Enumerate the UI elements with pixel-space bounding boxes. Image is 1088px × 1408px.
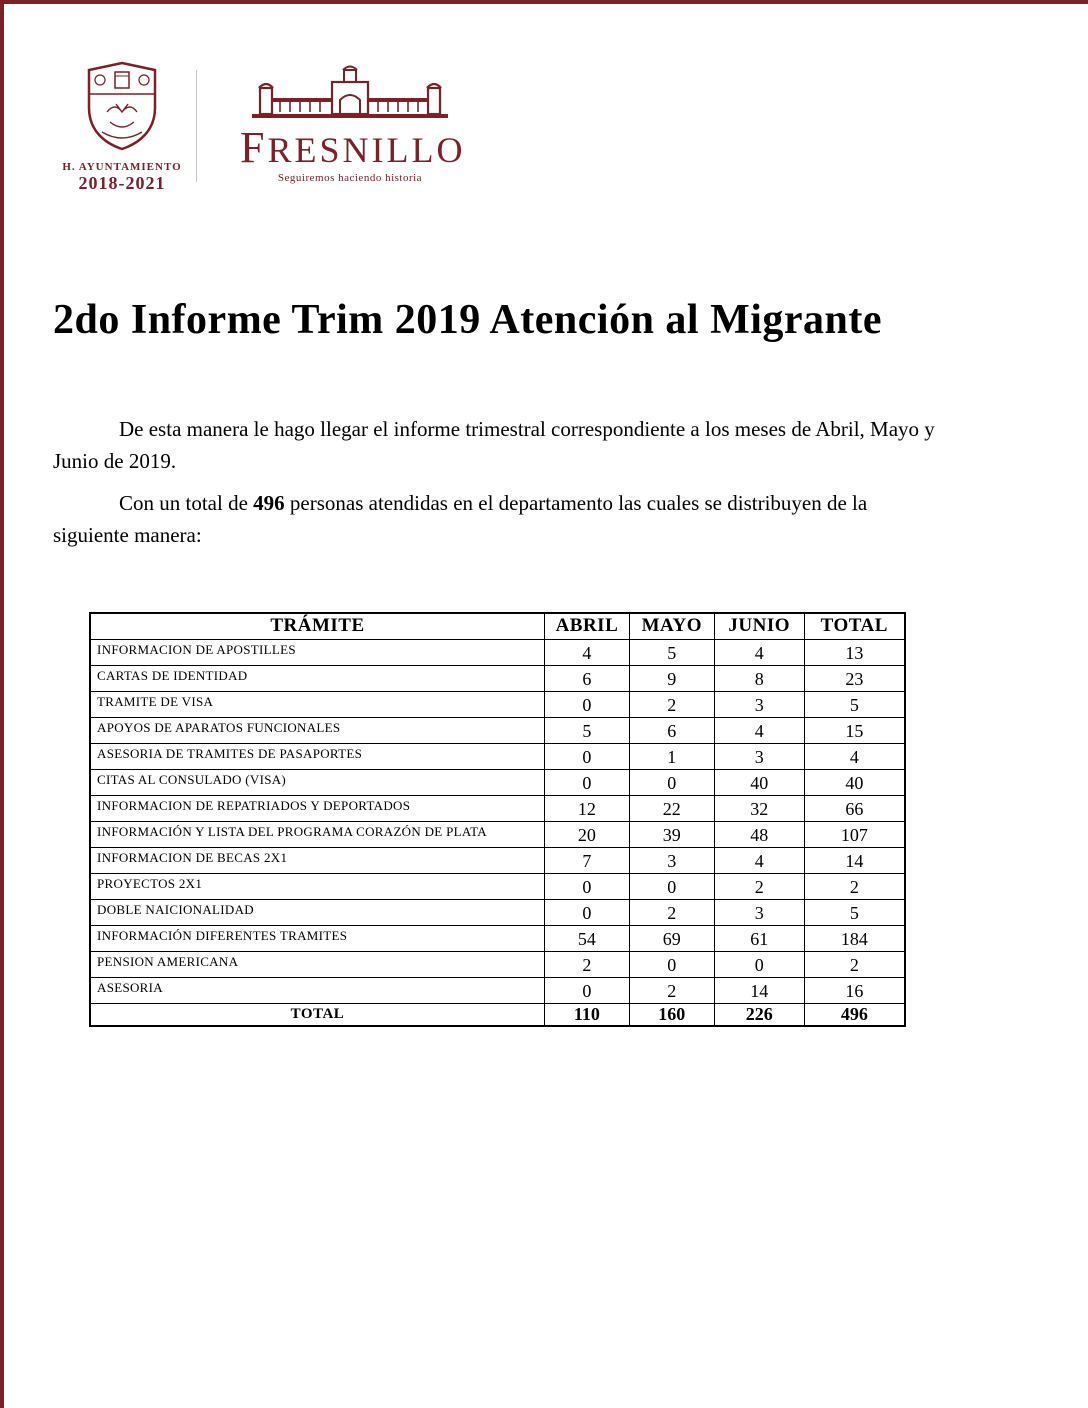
tramite-cell: INFORMACIÓN Y LISTA DEL PROGRAMA CORAZÓN DE PLATA	[90, 821, 544, 847]
table-row	[90, 821, 905, 847]
table-header	[90, 613, 905, 639]
table-row	[90, 977, 905, 1003]
mayo-cell: 0	[629, 873, 714, 899]
tramite-cell: PROYECTOS 2X1	[90, 873, 544, 899]
total-cell: 2	[804, 951, 905, 977]
abril-cell: 5	[544, 717, 629, 743]
mayo-cell: 2	[629, 899, 714, 925]
table-row	[90, 925, 905, 951]
summary-suffix: personas atendidas en el departamento las cuales se distribuyen de la siguiente manera:	[53, 491, 868, 547]
tramite-cell: APOYOS DE APARATOS FUNCIONALES	[90, 717, 544, 743]
junio-cell: 3	[714, 743, 804, 769]
table-row	[90, 665, 905, 691]
table-row	[90, 847, 905, 873]
total-cell: 23	[804, 665, 905, 691]
abril-cell: 0	[544, 691, 629, 717]
abril-cell: 0	[544, 873, 629, 899]
tramite-cell: INFORMACION DE REPATRIADOS Y DEPORTADOS	[90, 795, 544, 821]
summary-total-count: 496	[253, 491, 285, 515]
tramite-cell: INFORMACION DE APOSTILLES	[90, 639, 544, 665]
fresnillo-tagline: Seguiremos haciendo historia	[277, 172, 423, 185]
total-cell: 5	[804, 899, 905, 925]
total-abril: 110	[544, 1003, 629, 1026]
abril-cell: 2	[544, 951, 629, 977]
tramite-cell: TRAMITE DE VISA	[90, 691, 544, 717]
header-abril: ABRIL	[544, 613, 629, 639]
table-row	[90, 769, 905, 795]
total-cell: 2	[804, 873, 905, 899]
summary-prefix: Con un total de	[119, 491, 254, 515]
total-cell: 107	[804, 821, 905, 847]
logo-divider	[196, 70, 197, 182]
total-cell: 40	[804, 769, 905, 795]
mayo-cell: 6	[629, 717, 714, 743]
fresnillo-arch-icon	[250, 62, 450, 120]
mayo-cell: 2	[629, 977, 714, 1003]
abril-cell: 0	[544, 899, 629, 925]
table-row	[90, 873, 905, 899]
junio-cell: 32	[714, 795, 804, 821]
seal-caption: H. AYUNTAMIENTO	[62, 161, 182, 173]
table-row	[90, 743, 905, 769]
fresnillo-logo-block	[240, 62, 466, 185]
header-total: TOTAL	[804, 613, 905, 639]
summary-paragraph	[53, 488, 948, 551]
table-body	[90, 639, 905, 1003]
junio-cell: 2	[714, 873, 804, 899]
coat-of-arms-icon	[81, 60, 163, 152]
tramite-cell: ASESORIA	[90, 977, 544, 1003]
header-tramite: TRÁMITE	[90, 613, 544, 639]
mayo-cell: 2	[629, 691, 714, 717]
mayo-cell: 5	[629, 639, 714, 665]
total-cell: 16	[804, 977, 905, 1003]
abril-cell: 20	[544, 821, 629, 847]
total-row	[90, 1003, 905, 1026]
tramite-cell: INFORMACIÓN DIFERENTES TRAMITES	[90, 925, 544, 951]
mayo-cell: 39	[629, 821, 714, 847]
abril-cell: 7	[544, 847, 629, 873]
mayo-cell: 3	[629, 847, 714, 873]
services-table	[89, 612, 906, 1027]
total-cell: 5	[804, 691, 905, 717]
table-row	[90, 951, 905, 977]
junio-cell: 3	[714, 899, 804, 925]
abril-cell: 4	[544, 639, 629, 665]
junio-cell: 14	[714, 977, 804, 1003]
junio-cell: 61	[714, 925, 804, 951]
abril-cell: 0	[544, 743, 629, 769]
junio-cell: 4	[714, 717, 804, 743]
fresnillo-wordmark: FRESNILLO	[240, 123, 466, 172]
table-row	[90, 639, 905, 665]
total-mayo: 160	[629, 1003, 714, 1026]
junio-cell: 4	[714, 847, 804, 873]
header-mayo: MAYO	[629, 613, 714, 639]
junio-cell: 3	[714, 691, 804, 717]
junio-cell: 8	[714, 665, 804, 691]
total-cell: 15	[804, 717, 905, 743]
intro-paragraph: De esta manera le hago llegar el informe trimestral correspondiente a los meses de Abril, Mayo y Junio de 2019.	[53, 417, 935, 473]
tramite-cell: ASESORIA DE TRAMITES DE PASAPORTES	[90, 743, 544, 769]
abril-cell: 12	[544, 795, 629, 821]
total-row-label: TOTAL	[90, 1003, 544, 1026]
seal-years: 2018-2021	[78, 173, 166, 193]
tramite-cell: CITAS AL CONSULADO (VISA)	[90, 769, 544, 795]
tramite-cell: PENSION AMERICANA	[90, 951, 544, 977]
total-total: 496	[804, 1003, 905, 1026]
mayo-cell: 1	[629, 743, 714, 769]
total-junio: 226	[714, 1003, 804, 1026]
abril-cell: 54	[544, 925, 629, 951]
junio-cell: 4	[714, 639, 804, 665]
total-cell: 184	[804, 925, 905, 951]
table-row	[90, 717, 905, 743]
total-cell: 4	[804, 743, 905, 769]
abril-cell: 0	[544, 977, 629, 1003]
table-row	[90, 691, 905, 717]
mayo-cell: 22	[629, 795, 714, 821]
total-cell: 13	[804, 639, 905, 665]
page-title: 2do Informe Trim 2019 Atención al Migrante	[53, 297, 883, 343]
mayo-cell: 0	[629, 769, 714, 795]
total-cell: 66	[804, 795, 905, 821]
table-row	[90, 795, 905, 821]
table-row	[90, 899, 905, 925]
abril-cell: 6	[544, 665, 629, 691]
abril-cell: 0	[544, 769, 629, 795]
tramite-cell: DOBLE NAICIONALIDAD	[90, 899, 544, 925]
junio-cell: 0	[714, 951, 804, 977]
total-cell: 14	[804, 847, 905, 873]
header-junio: JUNIO	[714, 613, 804, 639]
mayo-cell: 69	[629, 925, 714, 951]
mayo-cell: 0	[629, 951, 714, 977]
mayo-cell: 9	[629, 665, 714, 691]
junio-cell: 48	[714, 821, 804, 847]
tramite-cell: CARTAS DE IDENTIDAD	[90, 665, 544, 691]
tramite-cell: INFORMACION DE BECAS 2X1	[90, 847, 544, 873]
table-footer	[90, 1003, 905, 1026]
municipal-seal-block	[62, 60, 182, 194]
junio-cell: 40	[714, 769, 804, 795]
